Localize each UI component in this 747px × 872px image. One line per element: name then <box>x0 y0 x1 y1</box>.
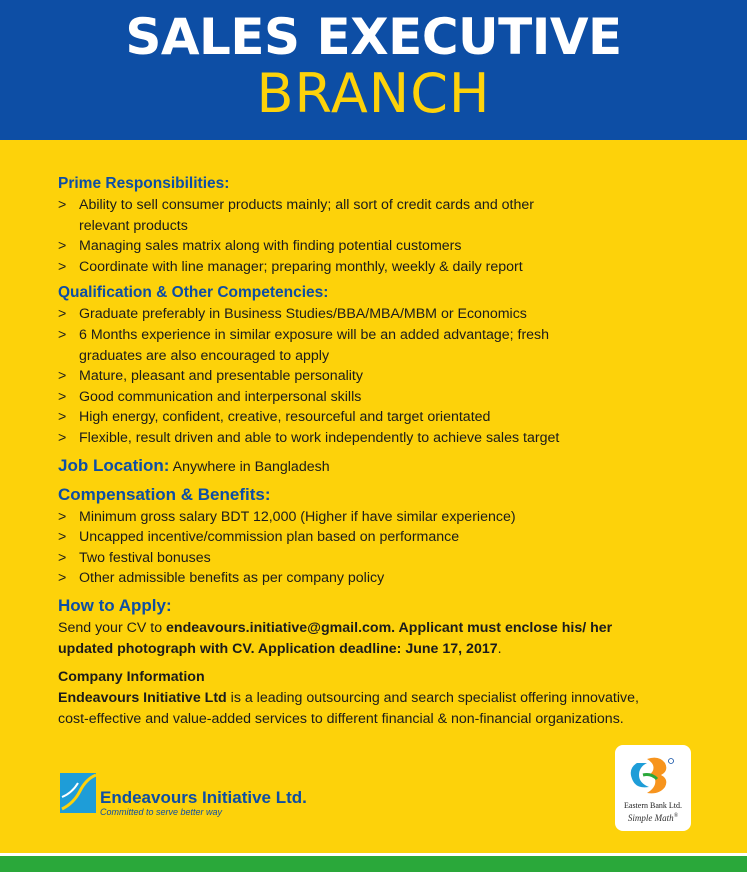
list-item: > Good communication and interpersonal skills <box>58 388 362 405</box>
endeavours-logo-tagline: Committed to serve better way <box>100 807 223 817</box>
prime-responsibilities-list <box>58 195 718 277</box>
compensation-list <box>58 507 718 589</box>
list-item: > Ability to sell consumer products mainly; all sort of credit cards and other relevant products <box>58 197 534 234</box>
job-location-label: Job Location: <box>58 455 170 475</box>
header-banner <box>0 0 747 140</box>
ebl-emblem-icon <box>623 753 683 799</box>
endeavours-logo-name: Endeavours Initiative Ltd. <box>100 788 307 807</box>
list-item: > Other admissible benefits as per company policy <box>58 570 385 587</box>
list-item: > Graduate preferably in Business Studies/BBA/MBA/MBM or Economics <box>58 306 527 323</box>
list-item: > 6 Months experience in similar exposure will be an added advantage; fresh graduates are also encouraged to apply <box>58 326 550 364</box>
footer-stripe <box>0 856 747 872</box>
ebl-name: Eastern Bank Ltd. <box>624 801 682 810</box>
apply-text: Send your CV to endeavours.initiative@gmail.com. Applicant must enclose his/ her updated photograph with CV. Application deadline: June 17, 2017. <box>58 619 613 657</box>
list-item: > Minimum gross salary BDT 12,000 (Higher if have similar experience) <box>58 508 516 525</box>
apply-email[interactable]: endeavours.initiative@gmail.com. <box>166 619 396 636</box>
company-info-title: Company Information <box>58 668 205 685</box>
endeavours-logo <box>60 773 320 818</box>
endeavours-logo-icon <box>60 773 100 815</box>
eastern-bank-logo <box>615 745 691 831</box>
job-location-value: Anywhere in Bangladesh <box>172 458 330 475</box>
list-item: > Managing sales matrix along with finding potential customers <box>58 238 462 255</box>
prime-responsibilities-title: Prime Responsibilities: <box>58 175 230 192</box>
job-title: SALES EXECUTIVE <box>125 8 622 66</box>
list-item: > Coordinate with line manager; preparing monthly, weekly & daily report <box>58 258 523 275</box>
list-item: > Two festival bonuses <box>58 549 211 566</box>
qualification-title: Qualification & Other Competencies: <box>58 284 329 302</box>
compensation-title: Compensation & Benefits: <box>58 484 271 504</box>
content-area <box>58 174 718 730</box>
list-item: > Uncapped incentive/commission plan based on performance <box>58 529 460 546</box>
how-to-apply-title: How to Apply: <box>58 595 172 615</box>
list-item: > High energy, confident, creative, resourceful and target orientated <box>58 409 491 426</box>
ebl-tagline: Simple Math® <box>627 813 679 823</box>
qualification-list <box>58 304 718 448</box>
list-item: > Flexible, result driven and able to work independently to achieve sales target <box>58 429 560 446</box>
job-location <box>58 453 718 480</box>
list-item: > Mature, pleasant and presentable personality <box>58 368 363 385</box>
company-info-text: Endeavours Initiative Ltd is a leading outsourcing and search specialist offering innovative, cost-effective and value-added services to different financial & non-financial organizations. <box>58 689 639 727</box>
job-subtitle: BRANCH <box>256 62 491 125</box>
